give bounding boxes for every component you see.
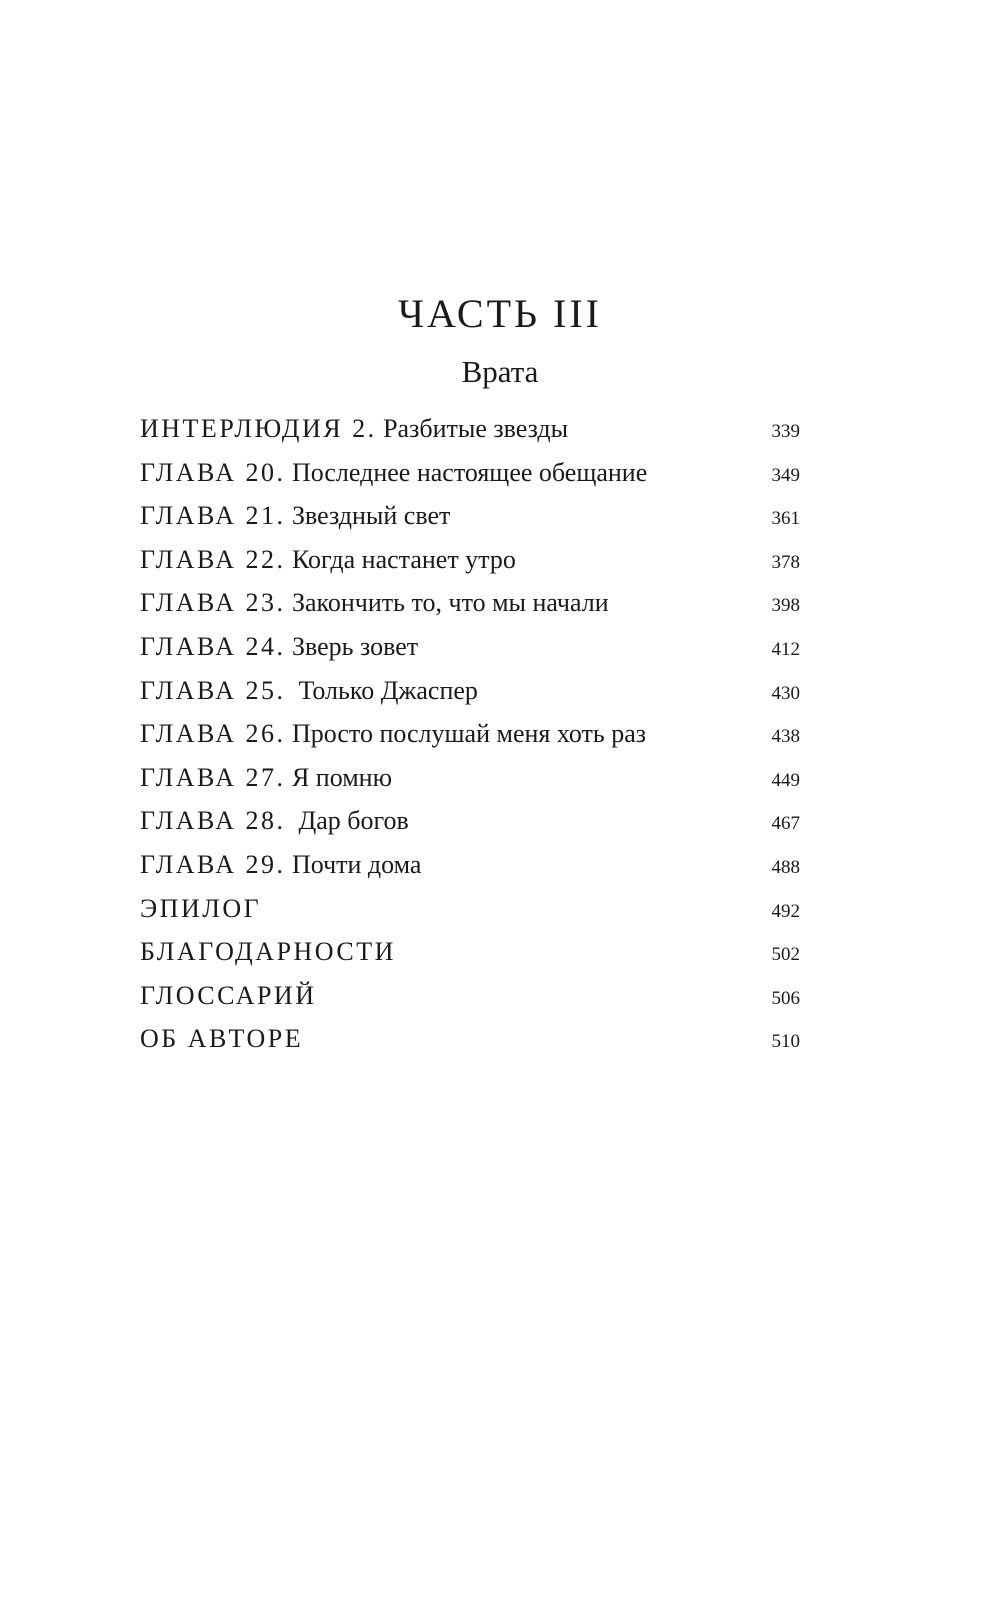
toc-page-number: 339 [771,421,800,442]
toc-row[interactable] [140,588,800,632]
toc-row[interactable] [140,894,800,938]
toc-title: Просто послушай меня хоть раз [285,719,647,749]
toc-page-number: 510 [771,1031,800,1053]
toc-title: Закончить то, что мы начали [285,588,609,618]
part-title: ЧАСТЬ III [398,291,602,336]
toc-label: ОБ АВТОРЕ [140,1024,304,1054]
toc-page-number: 506 [771,987,800,1009]
toc-entry [140,632,418,662]
toc-title: Почти дома [285,849,422,879]
toc-entry [140,458,647,488]
toc-row[interactable] [140,806,800,850]
toc-entry [140,414,568,444]
toc-row[interactable] [140,676,800,720]
toc-entry [140,850,421,880]
table-of-contents [140,414,800,1068]
toc-row[interactable] [140,763,800,807]
toc-title: Звездный свет [285,501,451,531]
toc-page-number: 412 [771,638,800,660]
toc-label: ГЛАВА 29. [140,849,286,879]
toc-page-number: 502 [771,944,800,966]
toc-title: Разбитые звезды [376,414,569,443]
toc-page-number: 430 [771,682,800,704]
toc-title: Зверь зовет [285,631,419,661]
toc-entry [140,806,409,836]
toc-page-number: 398 [771,595,800,617]
toc-title: Дар богов [285,806,409,836]
toc-page-number: 449 [771,769,800,791]
toc-page-number: 349 [771,464,800,486]
toc-entry [140,588,609,618]
toc-entry [140,676,478,706]
toc-row[interactable] [140,458,800,502]
toc-row[interactable] [140,414,800,458]
toc-label: БЛАГОДАРНОСТИ [140,937,396,967]
toc-page-number: 488 [771,856,800,878]
toc-label: ИНТЕРЛЮДИЯ 2. [140,414,377,443]
toc-label: ГЛОССАРИЙ [140,980,317,1010]
part-subtitle: Врата [461,354,539,389]
toc-label: ГЛАВА 24. [140,631,286,661]
toc-label: ГЛАВА 23. [140,588,286,618]
toc-row[interactable] [140,501,800,545]
toc-label: ГЛАВА 22. [140,544,286,574]
toc-row[interactable] [140,632,800,676]
toc-entry [140,1024,303,1054]
toc-entry [140,981,316,1011]
toc-row[interactable] [140,981,800,1025]
toc-title: Только Джаспер [285,675,478,705]
toc-label: ГЛАВА 26. [140,719,286,749]
toc-entry [140,894,261,924]
toc-page-number: 492 [771,900,800,922]
toc-row[interactable] [140,937,800,981]
toc-page-number: 438 [771,726,800,748]
toc-title: Когда настанет утро [285,544,516,574]
toc-page-number: 361 [771,508,800,530]
toc-entry [140,937,396,967]
toc-page-number: 467 [771,813,800,835]
toc-label: ЭПИЛОГ [140,893,262,923]
toc-row[interactable] [140,719,800,763]
toc-row[interactable] [140,850,800,894]
toc-label: ГЛАВА 27. [140,762,286,792]
toc-row[interactable] [140,545,800,589]
toc-row[interactable] [140,1024,800,1068]
toc-entry [140,545,516,575]
toc-title: Последнее настоящее обещание [285,457,648,487]
toc-title: Я помню [285,762,393,792]
toc-label: ГЛАВА 25. [140,675,286,705]
toc-page-number: 378 [771,551,800,573]
toc-entry [140,719,646,749]
toc-label: ГЛАВА 21. [140,501,286,531]
toc-label: ГЛАВА 28. [140,806,286,836]
toc-label: ГЛАВА 20. [140,457,286,487]
toc-entry [140,763,392,793]
toc-entry [140,501,450,531]
